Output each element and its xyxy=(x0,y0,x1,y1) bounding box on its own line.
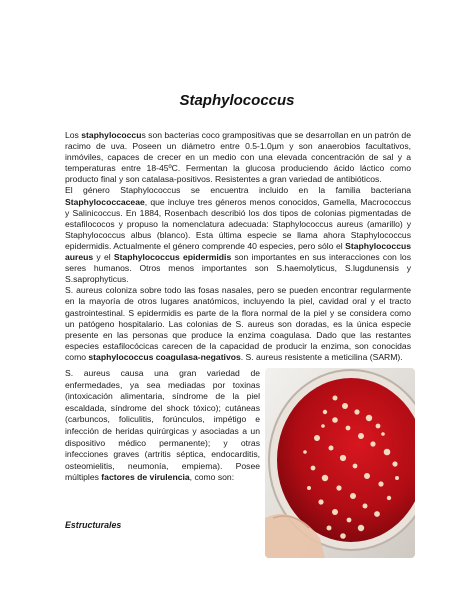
paragraph-3 xyxy=(65,285,411,363)
p1-term: staphylococcu xyxy=(81,130,142,140)
p2-b: Staphylococcaceae xyxy=(65,196,145,207)
p4-c: , como son: xyxy=(189,472,235,483)
p3-b: staphylococcus coagulasa-negativos xyxy=(88,351,241,362)
p1-intro: Los xyxy=(65,130,82,140)
paragraph-4 xyxy=(65,368,260,484)
p2-c: , que incluye tres géneros menos conocidos, Gamella, Macrococcus y Salinicoccus. En 1884, Rosenbach describió los dos tipos de colonias pigmentadas de estafilococos y propuso la nomenclatura adecuada: Staphylococcus aureus (amarillo) y Staphylococcus albus (blanco). Esta última especie se llama ahora Staphylococcus epidermidis. Actualmente el género comprende 40 especies, pero sólo el xyxy=(65,196,411,251)
p3-c: . S. aureus resistente a meticilina (SARM). xyxy=(240,351,403,362)
subheading-estructurales: Estructurales xyxy=(65,520,122,530)
petri-dish-photo xyxy=(265,368,415,558)
petri-dish-image xyxy=(265,368,415,558)
document-body xyxy=(65,130,411,363)
p4-b: factores de virulencia xyxy=(101,472,190,483)
p3-a: S. aureus coloniza sobre todo las fosas nasales, pero se pueden encontrar regularmente en la mayoría de otros lugares anatómicos, incluyendo la piel, cavidad oral y el tracto gastrointestinal. S epidermidis es parte de la flora normal de la piel y se considera como un patógeno hospitalario. Las colonias de S. aureus son doradas, es la única especie presente en las personas que produce la enzima coagulasa. Dado que las restantes especies estafilocócicas carecen de la capacidad de producir la enzima, son conocidas como xyxy=(65,285,411,362)
page-title: Staphylococcus xyxy=(179,92,295,109)
paragraph-1 xyxy=(65,130,411,185)
p2-g: son importantes en sus interacciones con los seres humanos. Otros menos importantes son S.haemolyticus, S.lugdunensis y S.saprophyticus. xyxy=(65,252,411,285)
p2-f: Staphylococcus epidermidis xyxy=(113,252,232,263)
p2-d: Staphylococcus aureus xyxy=(65,240,411,263)
p1-text: s son bacterias coco grampositivas que se desarrollan en un patrón de racimo de uva. Poseen un diámetro entre 0.5-1.0µm y son anaerobios facultativos, inmóviles, capaces de crecer en un medio con una elevada concentración de sal y a temperaturas entre 18-45ºC. Fermentan la glucosa produciendo ácido láctico como producto final y son catalasa-positivos. Resistentes a gran variedad de antibióticos. xyxy=(65,130,411,185)
paragraph-2 xyxy=(65,185,411,285)
p2-a: El género Staphylococcus se encuentra incluido en la familia bacteriana xyxy=(65,185,411,196)
paragraph-4-column xyxy=(65,368,260,484)
p2-e: y el xyxy=(93,252,114,263)
p4-a: S. aureus causa una gran variedad de enfermedades, ya sea mediadas por toxinas (intoxicación alimentaria, síndrome de la piel escaldada, síndrome del shock tóxico); cutáneas (carbuncos, foliculitis, forúnculos, impétigo e infección de heridas quirúrgicas y asociadas a un dispositivo médico permanente); y otras infecciones graves (artritis séptica, endocarditis, osteomielitis, neumonía, empiema). Posee múltiples xyxy=(65,368,260,483)
